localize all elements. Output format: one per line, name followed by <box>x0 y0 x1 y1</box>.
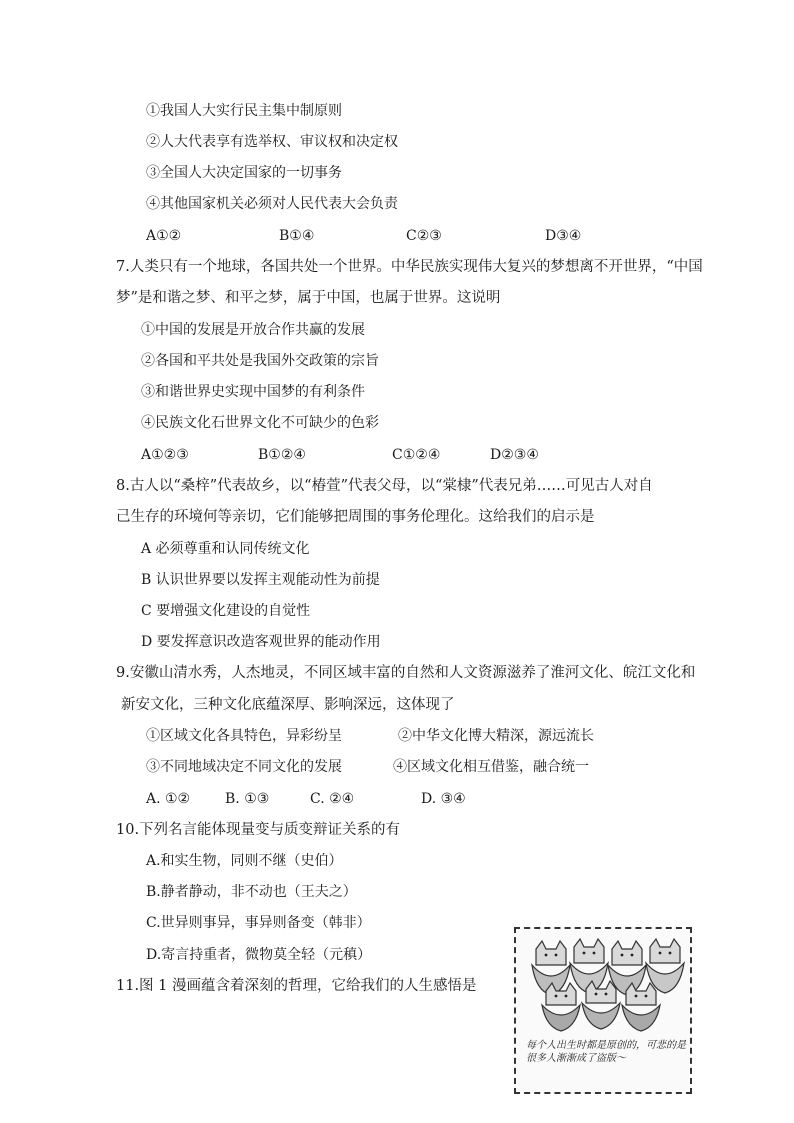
q8-stem-line-1: 8.古人以“桑梓”代表故乡，以“椿萱”代表父母，以“棠棣”代表兄弟……可见古人对自 <box>116 478 653 494</box>
q11-stem: 11.图 1 漫画蕴含着深刻的哲理，它给我们的人生感悟是 <box>116 978 477 994</box>
q6-option-4: ④其他国家机关必须对人民代表大会负责 <box>146 196 398 212</box>
q7-option-4: ④民族文化石世界文化不可缺少的色彩 <box>141 415 379 431</box>
q7-stem-line-2: 梦”是和谐之梦、和平之梦，属于中国，也属于世界。这说明 <box>116 290 501 306</box>
q7-option-1: ①中国的发展是开放合作共赢的发展 <box>141 322 365 338</box>
q7-choice-d: D②③④ <box>490 447 539 463</box>
q7-stem-line-1: 7.人类只有一个地球，各国共处一个世界。中华民族实现伟大复兴的梦想离不开世界，“中国 <box>116 259 703 275</box>
q6-option-2: ②人大代表享有选举权、审议权和决定权 <box>146 134 398 150</box>
q8-option-c: C 要增强文化建设的自觉性 <box>141 603 311 619</box>
q10-option-c: C.世异则事异，事异则备变（韩非） <box>146 915 371 931</box>
q8-stem-line-2: 己生存的环境何等亲切，它们能够把周围的事务伦理化。这给我们的启示是 <box>116 509 595 525</box>
cats-in-bags-icon <box>516 929 690 1092</box>
q7-choice-c: C①②④ <box>392 447 441 463</box>
q8-option-d: D 要发挥意识改造客观世界的能动作用 <box>141 634 381 650</box>
q7-option-2: ②各国和平共处是我国外交政策的宗旨 <box>141 353 379 369</box>
q7-option-3: ③和谐世界史实现中国梦的有利条件 <box>141 384 365 400</box>
q6-choice-b: B①④ <box>279 228 315 244</box>
q6-choice-c: C②③ <box>406 228 442 244</box>
q9-option-2: ②中华文化博大精深，源远流长 <box>398 728 594 744</box>
q9-stem-line-1: 9.安徽山清水秀，人杰地灵，不同区域丰富的自然和人文资源滋养了淮河文化、皖江文化和 <box>116 665 696 681</box>
q6-option-3: ③全国人大决定国家的一切事务 <box>146 165 342 181</box>
q9-option-4: ④区域文化相互借鉴，融合统一 <box>393 759 589 775</box>
q10-option-a: A.和实生物，同则不继（史伯） <box>146 853 343 869</box>
q9-option-3: ③不同地域决定不同文化的发展 <box>146 759 342 775</box>
q7-choices <box>141 446 561 464</box>
q9-choice-d: D. ③④ <box>421 791 466 807</box>
q9-choice-a: A. ①② <box>146 791 191 807</box>
q9-choices <box>146 790 506 808</box>
q9-stem-line-2: 新安文化，三种文化底蕴深厚、影响深远，这体现了 <box>121 697 455 713</box>
q10-option-b: B.静者静动，非不动也（王夫之） <box>146 884 357 900</box>
q6-choice-d: D③④ <box>545 228 582 244</box>
q9-choice-b: B. ①③ <box>225 791 270 807</box>
cartoon-figure <box>514 927 692 1094</box>
q6-option-1: ①我国人大实行民主集中制原则 <box>146 103 342 119</box>
q7-choice-b: B①②④ <box>258 447 306 463</box>
q9-option-1: ①区域文化各具特色，异彩纷呈 <box>146 728 342 744</box>
q7-choice-a: A①②③ <box>141 447 189 463</box>
q9-choice-c: C. ②④ <box>310 791 355 807</box>
q10-option-d: D.寄言持重者，微物莫全轻（元稹） <box>146 947 372 963</box>
q8-option-b: B 认识世界要以发挥主观能动性为前提 <box>141 572 380 588</box>
q8-option-a: A 必须尊重和认同传统文化 <box>141 541 310 557</box>
q6-choice-a: A①② <box>146 228 182 244</box>
q10-stem: 10.下列名言能体现量变与质变辩证关系的有 <box>116 822 401 838</box>
cartoon-caption: 每个人出生时都是原创的，可悲的是很多人渐渐成了盗版～ <box>526 1040 686 1064</box>
q6-choices <box>146 227 646 245</box>
